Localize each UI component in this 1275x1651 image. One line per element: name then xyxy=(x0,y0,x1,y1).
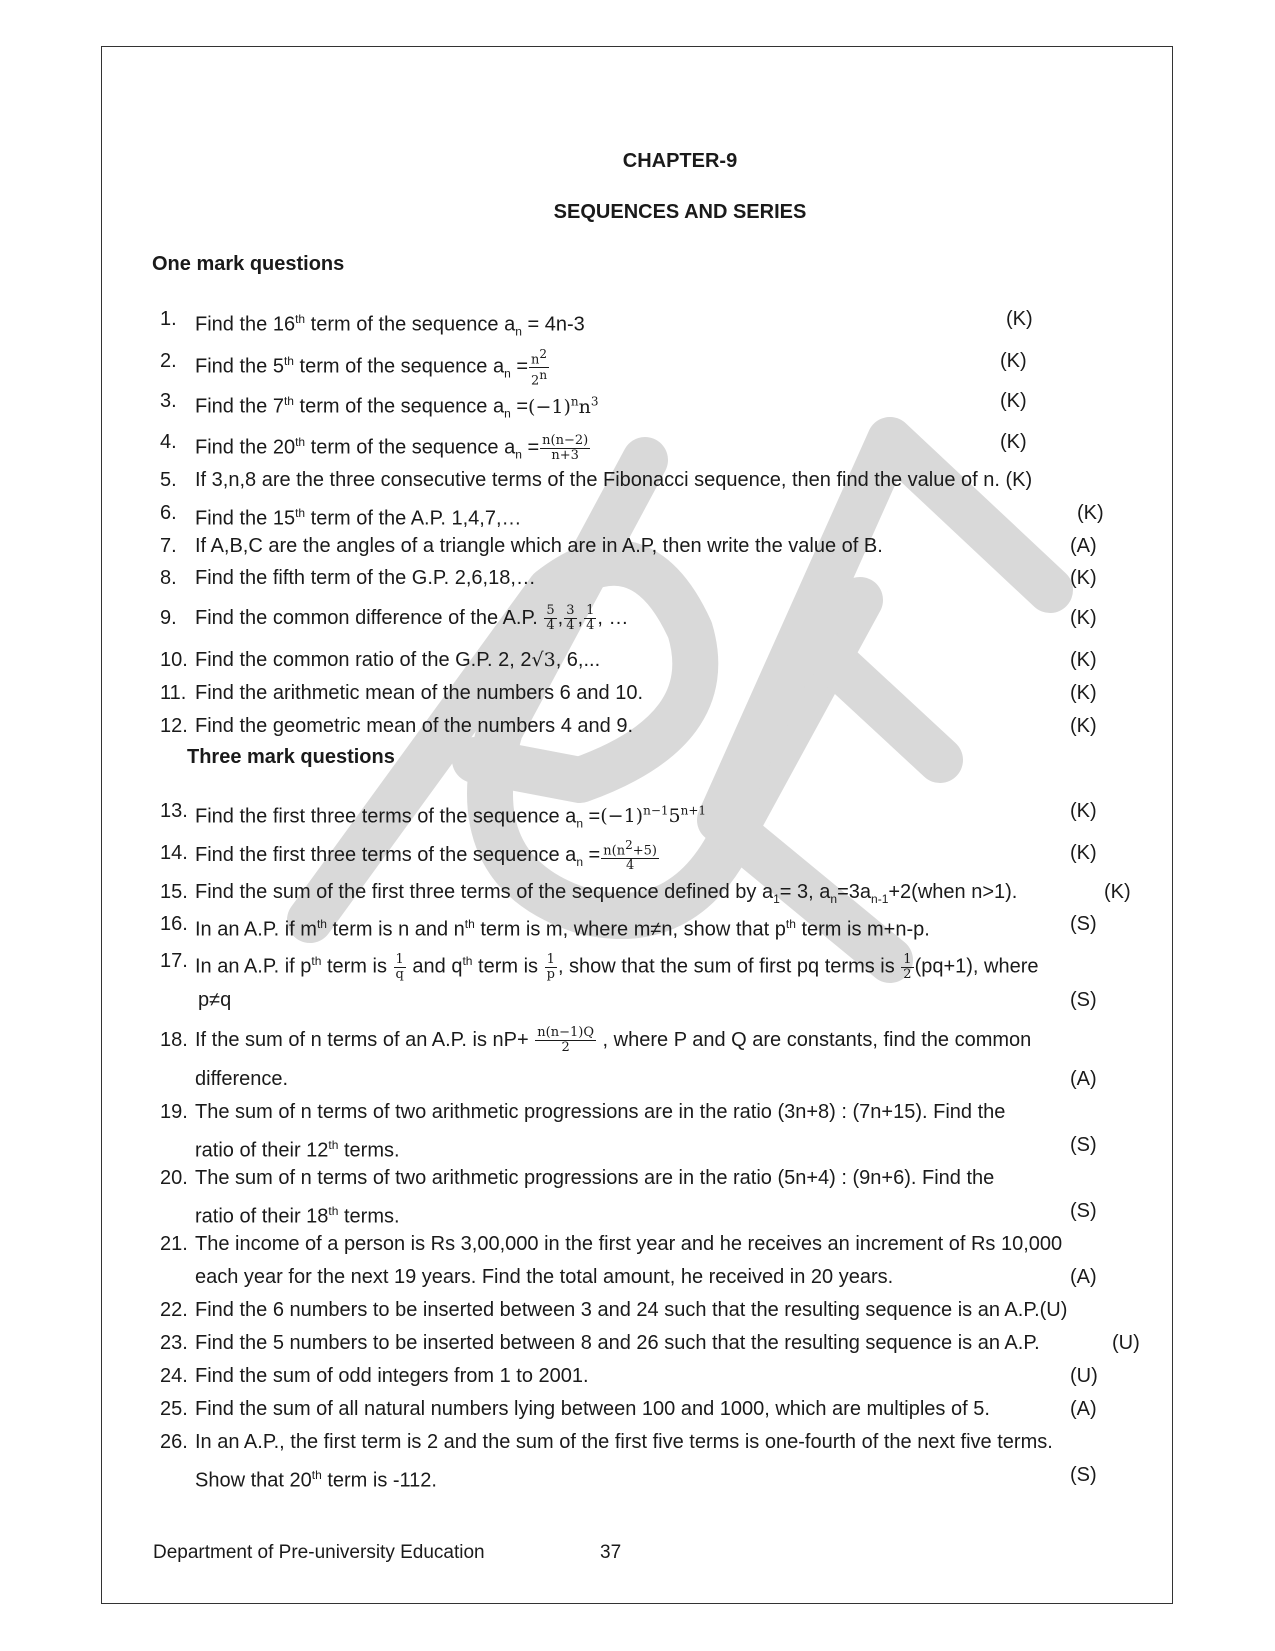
question-18-tag: (A) xyxy=(1070,1068,1097,1090)
question-tag: (K) xyxy=(1104,881,1131,903)
question-number: 9. xyxy=(160,607,177,629)
question-tag: (K) xyxy=(1006,308,1033,330)
question-tag: (K) xyxy=(1000,431,1027,453)
question-number: 22. xyxy=(160,1299,188,1321)
question-tag: (K) xyxy=(1077,502,1104,524)
question-number: 26. xyxy=(160,1431,188,1453)
question-text: The sum of n terms of two arithmetic progressions are in the ratio (5n+4) : (9n+6). Find the xyxy=(195,1167,995,1189)
question-number: 24. xyxy=(160,1365,188,1387)
question-tag: (K) xyxy=(1070,649,1097,671)
question-26-tag: (S) xyxy=(1070,1464,1097,1486)
question-tag: (K) xyxy=(1070,800,1097,822)
question-10 xyxy=(160,645,1150,675)
question-tag: (K) xyxy=(1000,390,1027,412)
question-26 xyxy=(160,1427,1150,1457)
question-text: In an A.P., the first term is 2 and the sum of the first five terms is one-fourth of the next five terms. xyxy=(195,1431,1053,1453)
question-tag: (K) xyxy=(1070,715,1097,737)
question-tag: (K) xyxy=(1000,350,1027,372)
question-text: The sum of n terms of two arithmetic progressions are in the ratio (3n+8) : (7n+15). Find the xyxy=(195,1101,1006,1123)
question-text: Find the first three terms of the sequence $a_n =(-1)^{n-1}5^{n+1}$ xyxy=(195,804,707,831)
question-number: 18. xyxy=(160,1029,188,1051)
question-number: 2. xyxy=(160,350,177,372)
question-number: 11. xyxy=(160,682,187,704)
question-number: 25. xyxy=(160,1398,188,1420)
question-tag: (A) xyxy=(1070,1398,1097,1420)
question-17 xyxy=(160,946,1150,982)
question-5 xyxy=(160,465,1150,495)
question-21 xyxy=(160,1229,1150,1259)
section-three-mark: Three mark questions xyxy=(187,746,395,768)
question-23 xyxy=(160,1328,1150,1358)
question-7 xyxy=(160,531,1150,561)
question-20-continuation: ratio of their 18th terms. xyxy=(195,1204,400,1228)
question-20 xyxy=(160,1163,1150,1193)
question-19-tag: (S) xyxy=(1070,1134,1097,1156)
question-tag: (K) xyxy=(1070,682,1097,704)
question-15 xyxy=(160,877,1150,907)
chapter-title: SEQUENCES AND SERIES xyxy=(553,201,807,223)
question-text: Find the 15th term of the A.P. 1,4,7,… xyxy=(195,506,522,530)
question-text: Find the first three terms of the sequence $a_n$ = $\frac{n(n^2+5)}{4}$ xyxy=(195,838,657,874)
question-number: 7. xyxy=(160,535,177,557)
question-24 xyxy=(160,1361,1150,1391)
question-9 xyxy=(160,603,1150,633)
question-tag: (K) xyxy=(1070,607,1097,629)
question-number: 13. xyxy=(160,800,188,822)
question-number: 15. xyxy=(160,881,188,903)
question-18-continuation: difference. xyxy=(195,1068,289,1090)
question-tag: (S) xyxy=(1070,913,1097,935)
question-text: Find the common difference of the A.P. $\frac{5}{4}$ , $\frac{3}{4}$ , $\frac{1}{4}$ , … xyxy=(195,603,629,634)
question-21-continuation: each year for the next 19 years. Find the total amount, he received in 20 years. xyxy=(195,1266,894,1288)
question-18 xyxy=(160,1025,1150,1055)
question-text: Find the 7th term of the sequence $a_n =(-1)^nn^3$ xyxy=(195,394,599,421)
question-number: 8. xyxy=(160,567,177,589)
question-number: 19. xyxy=(160,1101,188,1123)
question-tag: (K) xyxy=(1070,842,1097,864)
question-text: Find the arithmetic mean of the numbers 6 and 10. xyxy=(195,682,644,704)
question-text: Find the sum of all natural numbers lying between 100 and 1000, which are multiples of 5. xyxy=(195,1398,990,1420)
question-text: Find the sum of the first three terms of the sequence defined by $a_1= 3$, $a_n=3a_{n-1}+2(when$ n>1). xyxy=(195,881,1018,906)
question-text: If the sum of n terms of an A.P. is nP+ $\frac{n(n-1)Q}{2}$ , where P and Q are constants, find the common xyxy=(195,1025,1032,1056)
question-12 xyxy=(160,711,1150,741)
question-text: Find the geometric mean of the numbers 4 and 9. xyxy=(195,715,634,737)
question-number: 5. xyxy=(160,469,177,491)
question-text: Find the 6 numbers to be inserted between 3 and 24 such that the resulting sequence is an A.P.(U) xyxy=(195,1299,1068,1321)
question-26-continuation: Show that 20th term is -112. xyxy=(195,1468,437,1492)
question-number: 6. xyxy=(160,502,177,524)
chapter-heading: CHAPTER-9 xyxy=(622,150,738,172)
footer-department: Department of Pre-university Education xyxy=(153,1542,485,1563)
question-text: If A,B,C are the angles of a triangle which are in A.P, then write the value of B. xyxy=(195,535,883,557)
question-text: Find the common ratio of the G.P. 2, 2√3, 6,... xyxy=(195,649,601,671)
question-tag: (K) xyxy=(1070,567,1097,589)
question-text: In an A.P. if $m^{th}$ term is n and $n^{th}$ term is m, where m≠n, show that $p^{th}$ term is m+n-p. xyxy=(195,917,930,941)
question-4 xyxy=(160,427,1150,463)
question-number: 14. xyxy=(160,842,188,864)
question-17-continuation: p≠q xyxy=(198,989,232,1011)
question-21-tag: (A) xyxy=(1070,1266,1097,1288)
question-number: 23. xyxy=(160,1332,188,1354)
question-6 xyxy=(160,498,1150,528)
question-number: 3. xyxy=(160,390,177,412)
question-3 xyxy=(160,386,1150,421)
question-tag: (U) xyxy=(1070,1365,1098,1387)
question-number: 21. xyxy=(160,1233,188,1255)
question-text: Find the fifth term of the G.P. 2,6,18,… xyxy=(195,567,536,589)
question-16 xyxy=(160,909,1150,939)
question-22 xyxy=(160,1295,1150,1325)
question-13 xyxy=(160,796,1150,831)
question-text: Find the 16th term of the sequence $a_n = 4n-3$ xyxy=(195,312,585,339)
question-text: Find the 5 numbers to be inserted between 8 and 26 such that the resulting sequence is an A.P. xyxy=(195,1332,1040,1354)
question-20-tag: (S) xyxy=(1070,1200,1097,1222)
question-number: 16. xyxy=(160,913,188,935)
question-number: 4. xyxy=(160,431,177,453)
question-19 xyxy=(160,1097,1150,1127)
question-8 xyxy=(160,563,1150,593)
section-one-mark: One mark questions xyxy=(152,253,345,275)
question-tag: (A) xyxy=(1070,535,1097,557)
question-number: 12. xyxy=(160,715,188,737)
question-2 xyxy=(160,346,1150,389)
question-14 xyxy=(160,838,1150,874)
question-25 xyxy=(160,1394,1150,1424)
question-text: Find the sum of odd integers from 1 to 2001. xyxy=(195,1365,589,1387)
question-number: 10. xyxy=(160,649,188,671)
footer-page-number: 37 xyxy=(600,1542,622,1563)
question-text: Find the 5th term of the sequence $a_n$ = $\frac{n^2}{2^n}$ xyxy=(195,346,548,389)
question-number: 20. xyxy=(160,1167,188,1189)
question-number: 17. xyxy=(160,950,188,972)
question-1 xyxy=(160,304,1150,339)
question-number: 1. xyxy=(160,308,177,330)
question-text: If 3,n,8 are the three consecutive terms of the Fibonacci sequence, then find the value of n. (K) xyxy=(195,469,1033,491)
question-text: The income of a person is Rs 3,00,000 in the first year and he receives an increment of Rs 10,000 xyxy=(195,1233,1063,1255)
question-text: In an A.P. if $p^{th}$ term is $\frac{1}{q}$ and $q^{th}$ term is $\frac{1}{p}$ , show that the sum of first pq terms is $\frac{1}{2}$ (pq+1), where xyxy=(195,951,1039,982)
question-tag: (U) xyxy=(1112,1332,1140,1354)
question-11 xyxy=(160,678,1150,708)
question-19-continuation: ratio of their 12th terms. xyxy=(195,1138,400,1162)
question-text: Find the 20th term of the sequence $a_n$ = $\frac{n(n-2)}{n+3}$ xyxy=(195,432,589,463)
question-17-tag: (S) xyxy=(1070,989,1097,1011)
